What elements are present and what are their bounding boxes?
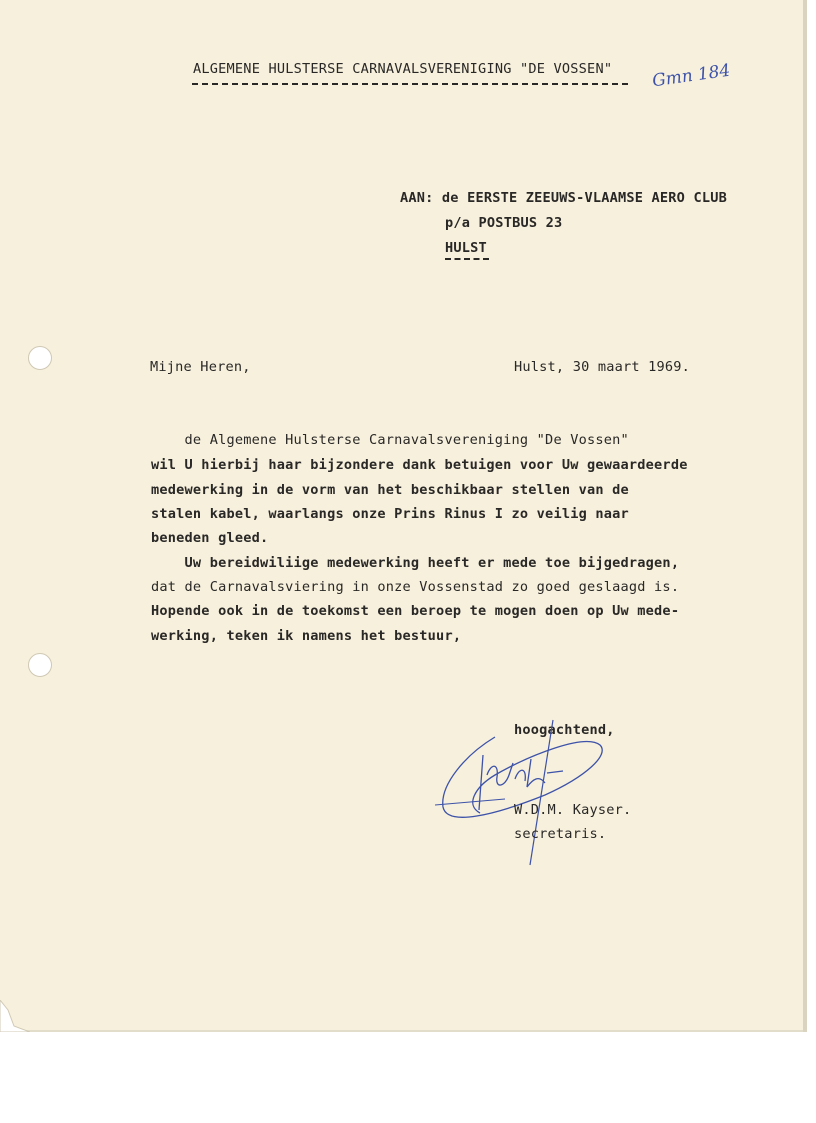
- recipient-line-1: AAN: de EERSTE ZEEUWS-VLAAMSE AERO CLUB: [400, 190, 727, 206]
- signatory-title: secretaris.: [514, 826, 607, 842]
- body-line-1: de Algemene Hulsterse Carnavalsvereniging "De Vossen": [151, 432, 629, 448]
- body-line-2: wil U hierbij haar bijzondere dank betuigen voor Uw gewaardeerde: [151, 457, 688, 473]
- recipient-line-2: p/a POSTBUS 23: [445, 215, 563, 231]
- body-line-6: Uw bereidwiliige medewerking heeft er mede toe bijgedragen,: [151, 555, 680, 571]
- punch-hole-bottom: [28, 653, 52, 677]
- letterhead-rule: [192, 83, 628, 85]
- body-line-7: dat de Carnavalsviering in onze Vossenstad zo goed geslaagd is.: [151, 579, 680, 595]
- sheet-edge: [803, 0, 807, 1032]
- body-line-3: medewerking in de vorm van het beschikbaar stellen van de: [151, 482, 629, 498]
- recipient-city-underline: [445, 258, 489, 260]
- body-line-5: beneden gleed.: [151, 530, 269, 546]
- closing-greeting: hoogachtend,: [514, 722, 615, 738]
- letterhead-title: ALGEMENE HULSTERSE CARNAVALSVERENIGING "DE VOSSEN": [193, 61, 613, 77]
- page-corner-curl: [0, 1000, 30, 1032]
- place-date: Hulst, 30 maart 1969.: [514, 359, 691, 375]
- handwritten-reference: Gmn 184: [650, 60, 732, 92]
- body-line-8: Hopende ook in de toekomst een beroep te mogen doen op Uw mede-: [151, 603, 680, 619]
- body-line-9: werking, teken ik namens het bestuur,: [151, 628, 462, 644]
- salutation: Mijne Heren,: [150, 359, 251, 375]
- body-line-4: stalen kabel, waarlangs onze Prins Rinus I zo veilig naar: [151, 506, 629, 522]
- signatory-name: W.D.M. Kayser.: [514, 802, 632, 818]
- recipient-line-3: HULST: [445, 240, 487, 256]
- signature-scribble: [435, 715, 625, 870]
- punch-hole-top: [28, 346, 52, 370]
